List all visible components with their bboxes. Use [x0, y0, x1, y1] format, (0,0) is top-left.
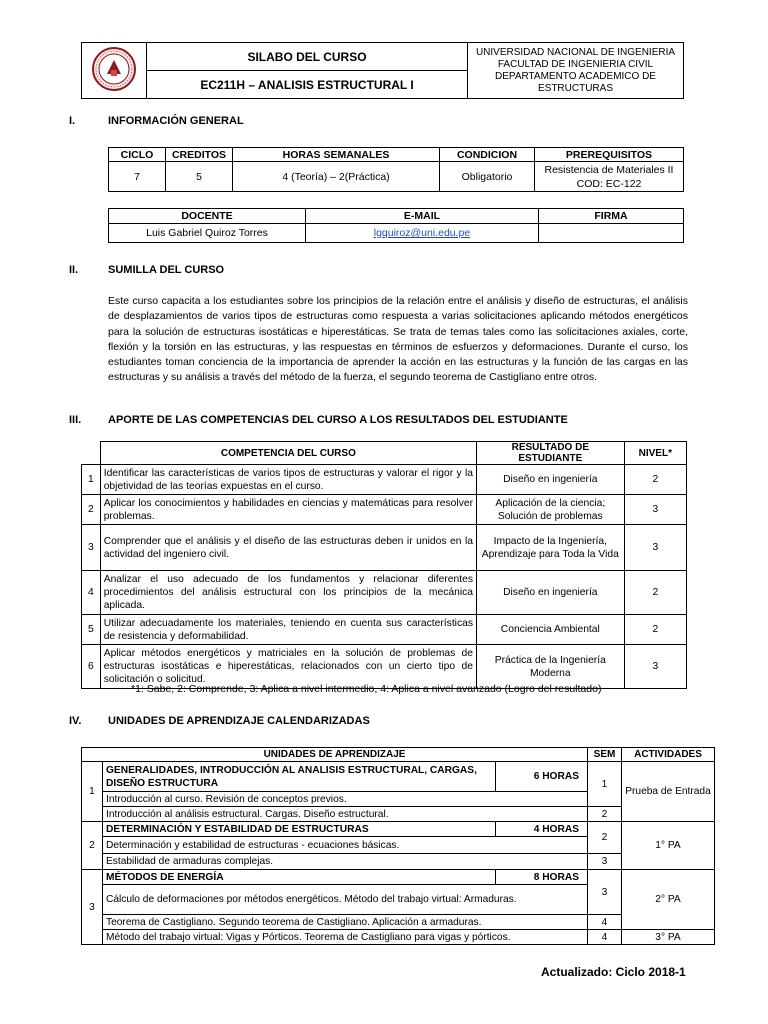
header-cell: CICLO: [109, 148, 166, 162]
unit-hours: 6 HORAS: [496, 762, 588, 792]
result-text: Impacto de la Ingeniería, Aprendizaje para Toda la Vida: [477, 525, 625, 571]
header-cell: FIRMA: [539, 209, 684, 224]
row-number: 3: [82, 525, 101, 571]
header-cell: RESULTADO DE ESTUDIANTE: [477, 442, 625, 465]
activity-cell: 3° PA: [622, 930, 715, 945]
unit-title-row: [82, 822, 715, 837]
unit-title-row: [82, 762, 715, 792]
activity-cell: Prueba de Entrada: [622, 762, 715, 822]
level-value: 2: [624, 615, 686, 645]
corner-cell: [82, 442, 101, 465]
row-number: 4: [82, 571, 101, 615]
row-number: 5: [82, 615, 101, 645]
level-value: 3: [624, 495, 686, 525]
topic-text: Determinación y estabilidad de estructuras - ecuaciones básicas.: [103, 837, 588, 854]
topic-row: [82, 854, 715, 870]
unit-hours: 8 HORAS: [496, 870, 588, 885]
competency-text: Comprender que el análisis y el diseño de las estructuras deben ir unidos en la actividad del ingeniero civil.: [100, 525, 476, 571]
university-logo: [82, 43, 147, 99]
header-cell: ACTIVIDADES: [622, 748, 715, 762]
section-title: SUMILLA DEL CURSO: [108, 264, 225, 276]
topic-row: [82, 807, 715, 822]
week-cell: 2: [588, 807, 622, 822]
topic-text: Teorema de Castigliano. Segundo teorema de Castigliano. Aplicación a armaduras.: [103, 915, 588, 930]
result-text: Diseño en ingeniería: [477, 571, 625, 615]
table-row: [82, 465, 687, 495]
section-number: I.: [69, 115, 76, 127]
topic-text: Cálculo de deformaciones por métodos energéticos. Método del trabajo virtual: Armaduras.: [103, 885, 588, 915]
table-row: [82, 525, 687, 571]
header-cell: CREDITOS: [166, 148, 233, 162]
cell: 5: [166, 162, 233, 192]
signature-cell: [539, 224, 684, 243]
week-cell: 4: [588, 915, 622, 930]
row-number: 2: [82, 495, 101, 525]
activity-cell: 2° PA: [622, 870, 715, 930]
section-title: UNIDADES DE APRENDIZAJE CALENDARIZADAS: [108, 715, 370, 727]
section-number: II.: [69, 264, 79, 276]
topic-row: [82, 915, 715, 930]
header-cell: HORAS SEMANALES: [233, 148, 440, 162]
course-code: EC211H – ANALISIS ESTRUCTURAL I: [147, 71, 468, 99]
week-cell: 4: [588, 930, 622, 945]
learning-units-table: [81, 747, 715, 945]
competencies-table: [81, 441, 687, 689]
row-number: 1: [82, 465, 101, 495]
table-row: [82, 495, 687, 525]
general-info-table: [108, 147, 684, 192]
university-line: UNIVERSIDAD NACIONAL DE INGENIERIA: [475, 46, 676, 58]
header-cell: SEM: [588, 748, 622, 762]
topic-text: Introducción al curso. Revisión de conceptos previos.: [103, 792, 588, 807]
competency-text: Analizar el uso adecuado de los fundamentos y relacionar diferentes procedimientos del análisis estructural con los principios de la mecánica aplicada.: [100, 571, 476, 615]
result-text: Diseño en ingeniería: [477, 465, 625, 495]
section-title: APORTE DE LAS COMPETENCIAS DEL CURSO A LOS RESULTADOS DEL ESTUDIANTE: [108, 414, 568, 426]
unit-number: 2: [82, 822, 103, 870]
topic-row: [82, 930, 715, 945]
table-row: [82, 615, 687, 645]
week-cell: 1: [588, 762, 622, 807]
unit-number: 1: [82, 762, 103, 822]
header-cell: CONDICION: [440, 148, 535, 162]
university-block: [468, 43, 684, 99]
email-cell: [306, 224, 539, 243]
competency-text: Aplicar métodos energéticos y matriciales en la solución de problemas de estructuras isostáticas e hiperestáticas, relacionados con un cierto tipo de solicitación o solicitud.: [100, 645, 476, 689]
cell: Obligatorio: [440, 162, 535, 192]
header-cell: PREREQUISITOS: [535, 148, 684, 162]
header-cell: E-MAIL: [306, 209, 539, 224]
competency-text: Aplicar los conocimientos y habilidades en ciencias y matemáticas para resolver problemas.: [100, 495, 476, 525]
header-cell: COMPETENCIA DEL CURSO: [100, 442, 476, 465]
level-note: *1: Sabe, 2: Comprende, 3: Aplica a nivel intermedio, 4: Aplica a nivel avanzado (Logro del resultado): [131, 683, 602, 695]
activity-cell: 1° PA: [622, 822, 715, 870]
unit-title: GENERALIDADES, INTRODUCCIÓN AL ANALISIS ESTRUCTURAL, CARGAS, DISEÑO ESTRUCTURA: [103, 762, 496, 792]
level-value: 2: [624, 465, 686, 495]
unit-hours: 4 HORAS: [496, 822, 588, 837]
header-cell: NIVEL*: [624, 442, 686, 465]
topic-text: Método del trabajo virtual: Vigas y Pórticos. Teorema de Castigliano para vigas y pórticos.: [103, 930, 588, 945]
unit-title: MÉTODOS DE ENERGÍA: [103, 870, 496, 885]
competency-text: Utilizar adecuadamente los materiales, teniendo en cuenta sus características de resistencia y deformabilidad.: [100, 615, 476, 645]
unit-title: DETERMINACIÓN Y ESTABILIDAD DE ESTRUCTURAS: [103, 822, 496, 837]
teacher-name: Luis Gabriel Quiroz Torres: [109, 224, 306, 243]
week-cell: 3: [588, 870, 622, 915]
cell: 7: [109, 162, 166, 192]
cell: Resistencia de Materiales II COD: EC-122: [535, 162, 684, 192]
header-cell: UNIDADES DE APRENDIZAJE: [82, 748, 588, 762]
topic-text: Estabilidad de armaduras complejas.: [103, 854, 588, 870]
result-text: Conciencia Ambiental: [477, 615, 625, 645]
level-value: 3: [624, 525, 686, 571]
teacher-table: [108, 208, 684, 243]
updated-footer: Actualizado: Ciclo 2018-1: [541, 965, 686, 979]
topic-text: Introducción al análisis estructural. Cargas. Diseño estructural.: [103, 807, 588, 822]
section-number: IV.: [69, 715, 82, 727]
uni-seal-icon: [91, 46, 137, 92]
cell: 4 (Teoría) – 2(Práctica): [233, 162, 440, 192]
section-title: INFORMACIÓN GENERAL: [108, 115, 244, 127]
email-link[interactable]: lgquiroz@uni.edu.pe: [373, 227, 471, 239]
course-summary: Este curso capacita a los estudiantes sobre los principios de la relación entre el análisis y diseño de estructuras, el análisis de desplazamientos de varios tipos de estructuras como respuesta a varias solicitaciones aplicando métodos energéticos para la solución de estructuras isostáticas e hiperestáticas. Se trata de temas tales como las solicitaciones axiales, corte, flexión y la torsión en las estructuras, y las respuestas en términos de esfuerzos y deformaciones. Durante el curso, los estudiantes toman conciencia de la importancia de aprender la acción en las estructuras y la función de las cargas en las estructuras y su análisis a través del método de la fuerza, el segundo teorema de Castigliano entre otros.: [108, 295, 688, 384]
section-number: III.: [69, 414, 82, 426]
row-number: 6: [82, 645, 101, 689]
competency-text: Identificar las características de varios tipos de estructuras y valorar el rigor y la objetividad de las teorías expuestas en el curso.: [100, 465, 476, 495]
result-text: Práctica de la Ingeniería Moderna: [477, 645, 625, 689]
unit-number: 3: [82, 870, 103, 945]
syllabus-title: SILABO DEL CURSO: [147, 43, 468, 71]
table-row: [82, 645, 687, 689]
university-line: DEPARTAMENTO ACADEMICO DE: [495, 70, 656, 82]
result-text: Aplicación de la ciencia; Solución de problemas: [477, 495, 625, 525]
syllabus-header: [81, 42, 684, 99]
level-value: 2: [624, 571, 686, 615]
table-row: [82, 571, 687, 615]
week-cell: 3: [588, 854, 622, 870]
level-value: 3: [624, 645, 686, 689]
university-line: ESTRUCTURAS: [537, 82, 613, 94]
unit-title-row: [82, 870, 715, 885]
week-cell: 2: [588, 822, 622, 854]
header-cell: DOCENTE: [109, 209, 306, 224]
university-line: FACULTAD DE INGENIERIA CIVIL: [497, 58, 654, 70]
